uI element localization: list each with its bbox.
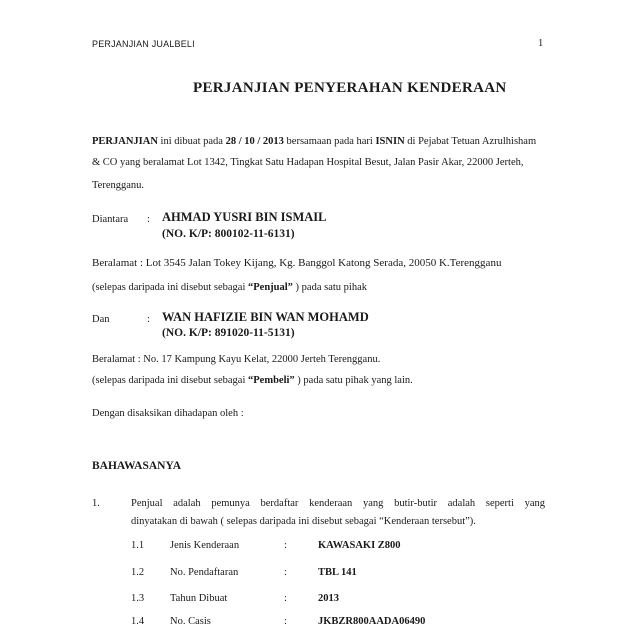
buyer-name: WAN HAFIZIE BIN WAN MOHAMD: [162, 310, 369, 324]
party1-label: Diantara: [92, 214, 129, 225]
registration-value: TBL 141: [318, 567, 357, 578]
detail-number: 1.4: [131, 616, 145, 627]
detail-label: Tahun Dibuat: [170, 593, 228, 604]
seller-address: Beralamat : Lot 3545 Jalan Tokey Kijang, Kg. Banggol Katong Serada, 20050 K.Terengganu: [92, 257, 502, 269]
seller-ic: (NO. K/P: 800102-11-6131): [162, 228, 295, 240]
party2-colon: :: [147, 314, 150, 325]
clause-line-2: dinyatakan di bawah ( selepas daripada ini disebut sebagai “Kenderaan tersebut”).: [131, 516, 476, 527]
intro-line-1: PERJANJIAN ini dibuat pada 28 / 10 / 2013 bersamaan pada hari ISNIN di Pejabat Tetuan Azrulhisham: [92, 136, 537, 147]
detail-label: No. Pendaftaran: [170, 567, 239, 578]
detail-colon: :: [284, 540, 287, 551]
party2-label: Dan: [92, 314, 110, 325]
detail-label: Jenis Kenderaan: [170, 540, 240, 551]
intro-line-3: Terengganu.: [92, 180, 145, 191]
agreement-date: 28 / 10 / 2013: [225, 136, 284, 147]
section-heading: BAHAWASANYA: [92, 460, 182, 472]
detail-number: 1.1: [131, 540, 145, 551]
party1-colon: :: [147, 214, 150, 225]
agreement-day: ISNIN: [375, 136, 405, 147]
detail-number: 1.3: [131, 593, 145, 604]
running-header: PERJANJIAN JUALBELI: [92, 39, 195, 49]
buyer-ic: (NO. K/P: 891020-11-5131): [162, 327, 295, 339]
buyer-role: (selepas daripada ini disebut sebagai “Pembeli” ) pada satu pihak yang lain.: [92, 375, 413, 386]
chassis-value: JKBZR800AADA06490: [318, 616, 426, 627]
detail-colon: :: [284, 616, 287, 627]
seller-name: AHMAD YUSRI BIN ISMAIL: [162, 210, 327, 224]
intro-line-2: & CO yang beralamat Lot 1342, Tingkat Satu Hadapan Hospital Besut, Jalan Pasir Akar, 22000 Jerteh,: [92, 157, 524, 168]
detail-number: 1.2: [131, 567, 145, 578]
detail-colon: :: [284, 567, 287, 578]
vehicle-type-value: KAWASAKI Z800: [318, 540, 401, 551]
page-number: 1: [538, 38, 544, 49]
witness-line: Dengan disaksikan dihadapan oleh :: [92, 408, 244, 419]
document-title: PERJANJIAN PENYERAHAN KENDERAAN: [193, 80, 507, 96]
seller-role: (selepas daripada ini disebut sebagai “Penjual” ) pada satu pihak: [92, 282, 367, 293]
intro-lead: PERJANJIAN: [92, 136, 158, 147]
detail-label: No. Casis: [170, 616, 211, 627]
buyer-address: Beralamat : No. 17 Kampung Kayu Kelat, 22000 Jerteh Terengganu.: [92, 354, 381, 365]
year-value: 2013: [318, 593, 339, 604]
clause-number: 1.: [92, 498, 100, 509]
clause-line-1: Penjual adalah pemunya berdaftar kenderaan yang butir-butir adalah seperti yang: [131, 498, 545, 509]
detail-colon: :: [284, 593, 287, 604]
